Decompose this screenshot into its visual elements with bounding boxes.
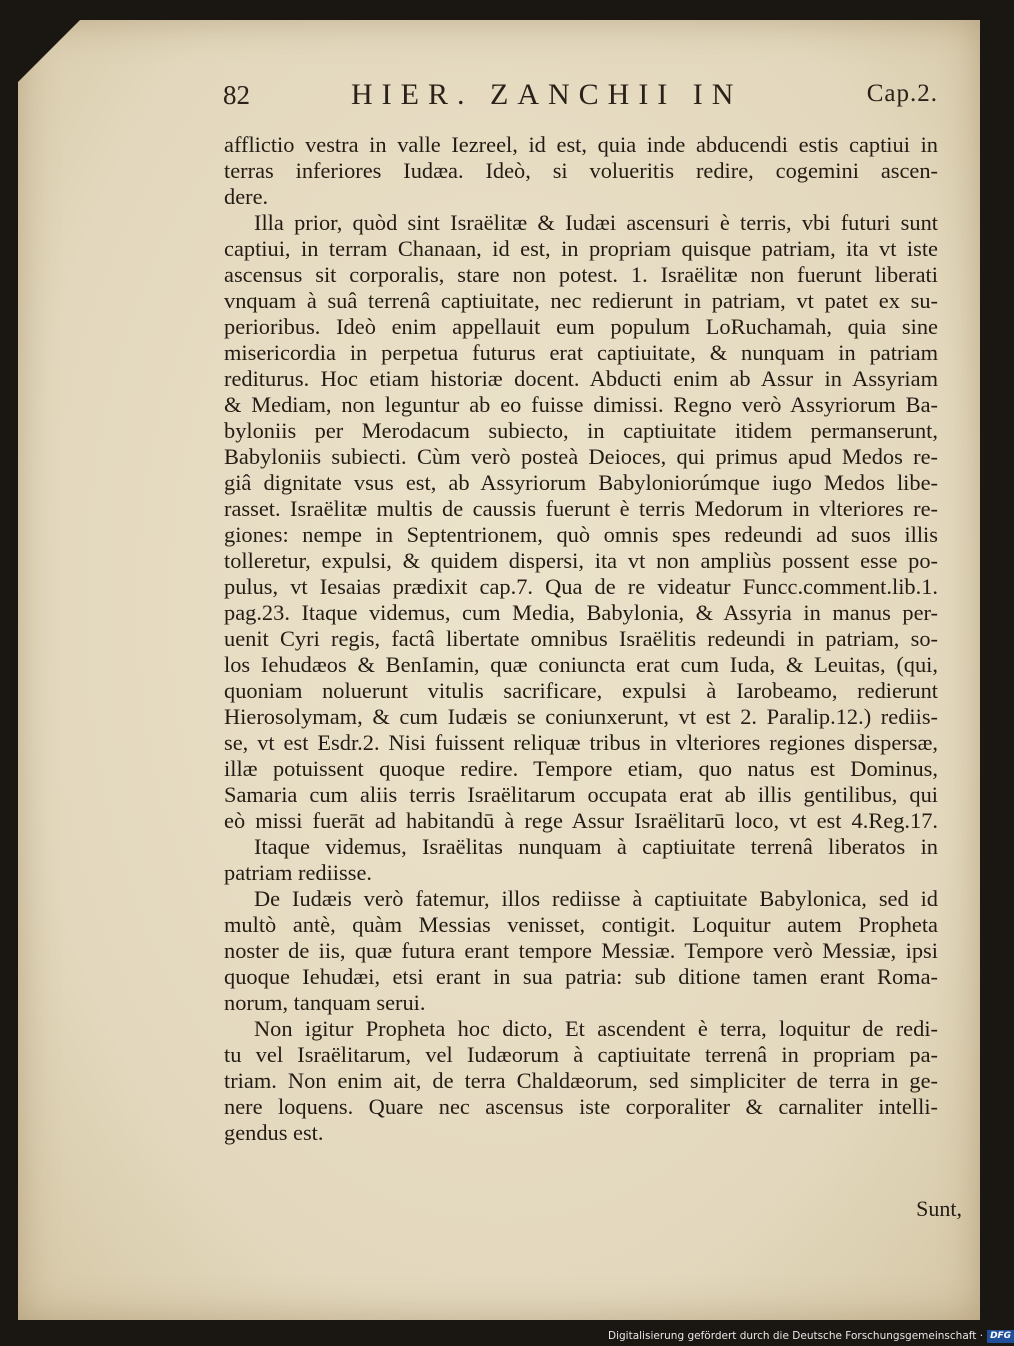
text-line: quoniam noluerunt vitulis sacrificare, expulsi à Iarobeamo, redierunt bbox=[224, 678, 938, 703]
text-line: dere. bbox=[224, 184, 269, 209]
text-line: norum, tanquam serui. bbox=[224, 990, 426, 1015]
text-line: giâ dignitate vsus est, ab Assyriorum Babyloniorúmque iugo Medos libe- bbox=[224, 470, 938, 495]
text-line: patriam rediisse. bbox=[224, 860, 372, 885]
text-line: byloniis per Merodacum subiecto, in captiuitate itidem permanserunt, bbox=[224, 418, 938, 443]
text-line: De Iudæis verò fatemur, illos rediisse à captiuitate Babylonica, sed id bbox=[254, 886, 938, 911]
text-line: Samaria cum aliis terris Israëlitarum occupata erat ab illis gentilibus, qui bbox=[224, 782, 938, 807]
text-line: pulus, vt Iesaias prædixit cap.7. Qua de re videatur Funcc.comment.lib.1. bbox=[224, 574, 938, 599]
footer-credit: Digitalisierung gefördert durch die Deutsche Forschungsgemeinschaft · bbox=[608, 1330, 984, 1342]
text-line: ascensus sit corporalis, stare non potest. 1. Israëlitæ non fuerunt liberati bbox=[224, 262, 938, 287]
text-line: uenit Cyri regis, factâ libertate omnibus Israëlitis redeundi in patriam, so- bbox=[224, 626, 938, 651]
text-line: se, vt est Esdr.2. Nisi fuissent reliquæ tribus in vlteriores regiones dispersæ, bbox=[224, 730, 938, 755]
text-line: multò antè, quàm Messias venisset, contigit. Loquitur autem Propheta bbox=[224, 912, 938, 937]
text-line: Itaque videmus, Israëlitas nunquam à captiuitate terrenâ liberatos in bbox=[254, 834, 938, 859]
text-line: rasset. Israëlitæ multis de caussis fuerunt è terris Medorum in vlteriores re- bbox=[224, 496, 938, 521]
text-line: quoque Iehudæi, etsi erant in sua patria: sub ditione tamen erant Roma- bbox=[224, 964, 938, 989]
catchword: Sunt, bbox=[916, 1196, 962, 1221]
body-text bbox=[224, 132, 938, 1146]
text-line: noster de iis, quæ futura erant tempore Messiæ. Tempore verò Messiæ, ipsi bbox=[224, 938, 938, 963]
running-title: HIER. ZANCHII IN bbox=[351, 78, 743, 111]
text-line: los Iehudæos & BenIamin, quæ coniuncta erat cum Iuda, & Leuitas, (qui, bbox=[224, 652, 938, 677]
text-line: terras inferiores Iudæa. Ideò, si volueritis redire, cogemini ascen- bbox=[224, 158, 938, 183]
text-line: triam. Non enim ait, de terra Chaldæorum, sed simpliciter de terra in ge- bbox=[224, 1068, 938, 1093]
text-line: giones: nempe in Septentrionem, quò omnis spes redeundi ad suos illis bbox=[224, 522, 938, 547]
text-line: pag.23. Itaque videmus, cum Media, Babylonia, & Assyria in manus per- bbox=[224, 600, 938, 625]
catchword-row bbox=[916, 1196, 962, 1222]
text-line: Hierosolymam, & cum Iudæis se coniunxerunt, vt est 2. Paralip.12.) rediis- bbox=[224, 704, 938, 729]
folded-corner bbox=[18, 20, 80, 82]
text-line: gendus est. bbox=[224, 1120, 324, 1145]
text-line: Non igitur Propheta hoc dicto, Et ascendent è terra, loquitur de redi- bbox=[254, 1016, 938, 1041]
page-number: 82 bbox=[223, 80, 250, 110]
text-line: perioribus. Ideò enim appellauit eum populum LoRuchamah, quia sine bbox=[224, 314, 938, 339]
text-line: eò missi fuerāt ad habitandū à rege Assur Israëlitarū loco, vt est 4.Reg.17. bbox=[224, 808, 938, 833]
text-line: captiui, in terram Chanaan, id est, in propriam quisque patriam, ita vt iste bbox=[224, 236, 938, 261]
text-line: illæ potuissent quoque redire. Tempore etiam, quo natus est Dominus, bbox=[224, 756, 938, 781]
text-line: tolleretur, expulsi, & quidem dispersi, ita vt non ampliùs possent esse po- bbox=[224, 548, 938, 573]
text-line: & Mediam, non leguntur ab eo fuisse dimissi. Regno verò Assyriorum Ba- bbox=[224, 392, 938, 417]
text-line: Illa prior, quòd sint Israëlitæ & Iudæi ascensuri è terris, vbi futuri sunt bbox=[254, 210, 938, 235]
dfg-logo: DFG bbox=[987, 1330, 1014, 1343]
text-line: tu vel Israëlitarum, vel Iudæorum à captiuitate terrenâ in propriam pa- bbox=[224, 1042, 938, 1067]
running-head bbox=[223, 78, 938, 118]
text-line: vnquam à suâ terrenâ captiuitate, nec redierunt in patriam, vt patet ex su- bbox=[224, 288, 938, 313]
text-line: Babyloniis subiecti. Cùm verò posteà Deioces, qui primus apud Medos re- bbox=[224, 444, 938, 469]
book-page bbox=[18, 20, 980, 1320]
text-line: misericordia in perpetua futurus erat captiuitate, & nunquam in patriam bbox=[224, 340, 938, 365]
text-line: rediturus. Hoc etiam historiæ docent. Abducti enim ab Assur in Assyriam bbox=[224, 366, 938, 391]
chapter-label: Cap.2. bbox=[866, 80, 938, 107]
text-line: afflictio vestra in valle Iezreel, id est, quia inde abducendi estis captiui in bbox=[224, 132, 938, 157]
text-line: nere loquens. Quare nec ascensus iste corporaliter & carnaliter intelli- bbox=[224, 1094, 938, 1119]
digitization-footer bbox=[608, 1328, 1014, 1344]
